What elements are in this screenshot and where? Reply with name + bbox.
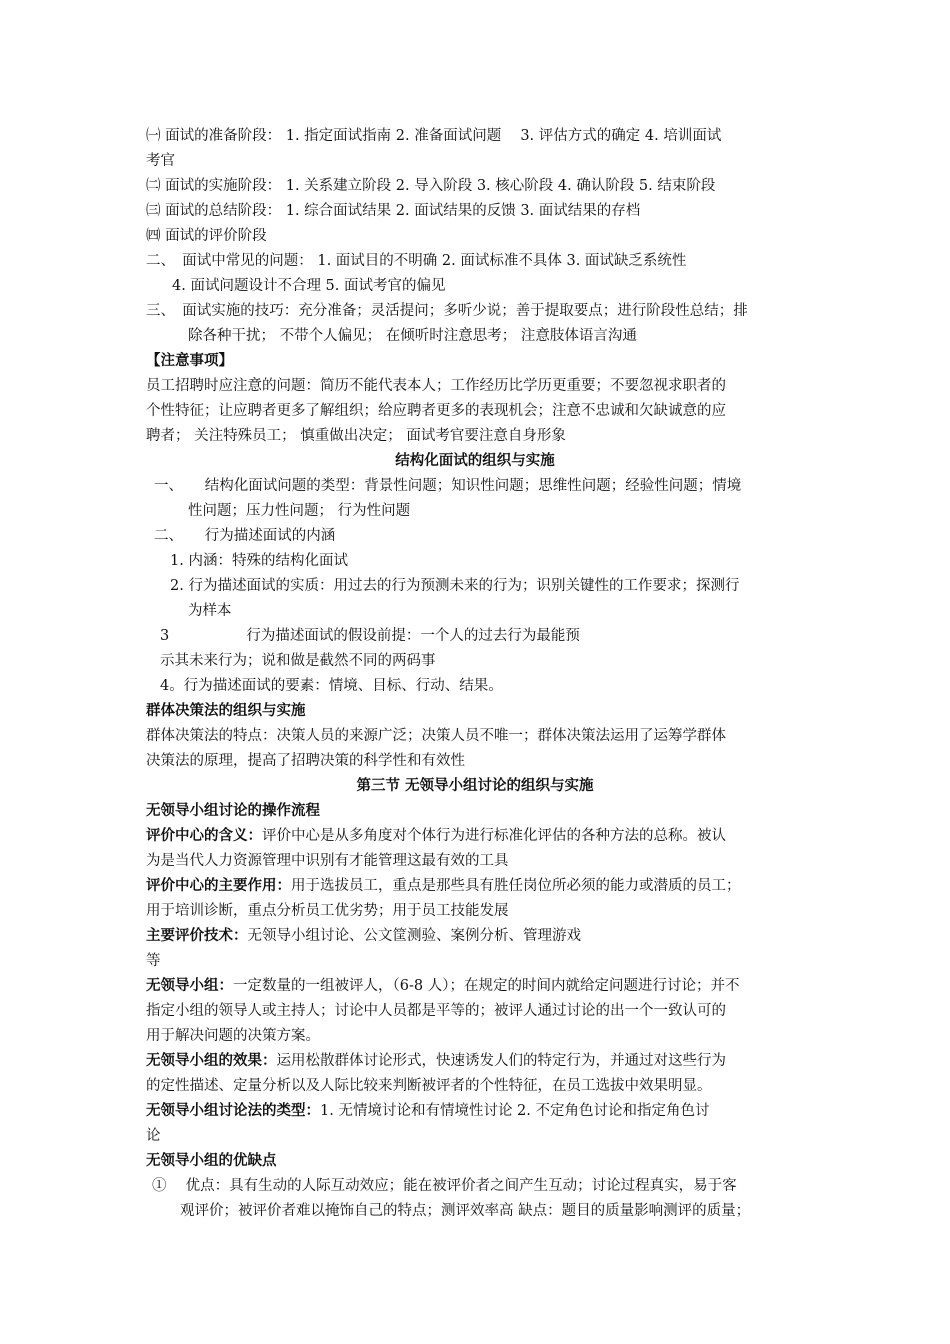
term-label: 无领导小组讨论法的类型：	[146, 1103, 320, 1119]
text-line: 二、 面试中常见的问题： 1. 面试目的不明确 2. 面试标准不具体 3. 面试缺乏系统性	[146, 253, 687, 269]
term-label: 无领导小组：	[146, 978, 233, 994]
text-line	[146, 924, 581, 949]
text-line: 除各种干扰； 不带个人偏见； 在倾听时注意思考； 注意肢体语言沟通	[188, 328, 637, 344]
text-line: 4. 面试问题设计不合理 5. 面试考官的偏见	[172, 278, 446, 294]
text-line: 决策法的原理，提高了招聘决策的科学性和有效性	[146, 753, 465, 769]
term-text: 无领导小组讨论、公文筐测验、案例分析、管理游戏	[247, 928, 581, 944]
text-line: 用于培训诊断，重点分析员工优劣势；用于员工技能发展	[146, 903, 509, 919]
text-line: 3 行为描述面试的假设前提：一个人的过去行为最能预	[160, 628, 580, 644]
text-line: 的定性描述、定量分析以及人际比较来判断被评者的个性特征，在员工选拔中效果明显。	[146, 1078, 712, 1094]
text-line: 1. 内涵：特殊的结构化面试	[170, 553, 348, 569]
section-heading: 无领导小组讨论的操作流程	[146, 803, 320, 819]
text-line: 群体决策法的特点：决策人员的来源广泛；决策人员不唯一；群体决策法运用了运筹学群体	[146, 728, 726, 744]
text-line: 聘者； 关注特殊员工； 慎重做出决定； 面试考官要注意自身形象	[146, 428, 566, 444]
text-line: ㈠ 面试的准备阶段： 1. 指定面试指南 2. 准备面试问题 3. 评估方式的确定 4. 培训面试	[146, 128, 722, 144]
text-line: 三、 面试实施的技巧：充分准备；灵活提问；多听少说；善于提取要点；进行阶段性总结；排	[146, 303, 748, 319]
text-line: 2. 行为描述面试的实质：用过去的行为预测未来的行为；识别关键性的工作要求；探测行	[170, 578, 740, 594]
text-line	[146, 974, 739, 999]
term-label: 无领导小组的效果：	[146, 1053, 277, 1069]
term-text: 1. 无情境讨论和有情境性讨论 2. 不定角色讨论和指定角色讨	[320, 1103, 710, 1119]
text-line: ㈣ 面试的评价阶段	[146, 228, 267, 244]
term-label: 评价中心的主要作用：	[146, 878, 291, 894]
text-line: ㈢ 面试的总结阶段： 1. 综合面试结果 2. 面试结果的反馈 3. 面试结果的存档	[146, 203, 641, 219]
text-line: 为样本	[188, 603, 232, 619]
text-line: 员工招聘时应注意的问题：简历不能代表本人；工作经历比学历更重要；不要忽视求职者的	[146, 378, 726, 394]
text-line: 个性特征；让应聘者更多了解组织；给应聘者更多的表现机会；注意不忠诚和欠缺诚意的应	[146, 403, 726, 419]
term-label: 评价中心的含义：	[146, 828, 262, 844]
text-line: 观评价；被评价者难以掩饰自己的特点；测评效率高 缺点：题目的质量影响测评的质量；	[180, 1203, 751, 1219]
term-text: 运用松散群体讨论形式，快速诱发人们的特定行为，并通过对这些行为	[276, 1053, 726, 1069]
text-line: 用于解决问题的决策方案。	[146, 1028, 320, 1044]
section-heading: 无领导小组的优缺点	[146, 1153, 277, 1169]
text-line: ① 优点：具有生动的人际互动效应；能在被评价者之间产生互动；讨论过程真实，易于客	[152, 1178, 737, 1194]
section-title: 第三节 无领导小组讨论的组织与实施	[356, 778, 594, 794]
term-text: 一定数量的一组被评人，（6-8 人）；在规定的时间内就给定问题进行讨论；并不	[233, 978, 740, 994]
section-title: 结构化面试的组织与实施	[395, 453, 555, 469]
text-line: 论	[146, 1128, 161, 1144]
text-line: ㈡ 面试的实施阶段： 1. 关系建立阶段 2. 导入阶段 3. 核心阶段 4. 确认阶段 5. 结束阶段	[146, 178, 716, 194]
text-line: 考官	[146, 153, 175, 169]
text-line: 性问题；压力性问题； 行为性问题	[188, 503, 411, 519]
term-text: 评价中心是从多角度对个体行为进行标准化评估的各种方法的总称。被认	[262, 828, 726, 844]
text-line	[146, 824, 726, 849]
text-line: 二、 行为描述面试的内涵	[154, 528, 336, 544]
text-line	[146, 1099, 710, 1124]
term-label: 主要评价技术：	[146, 928, 248, 944]
text-line	[146, 874, 741, 899]
text-line: 指定小组的领导人或主持人；讨论中人员都是平等的；被评人通过讨论的出一个一致认可的	[146, 1003, 726, 1019]
text-line: 4。行为描述面试的要素：情境、目标、行动、结果。	[160, 678, 503, 694]
text-line: 等	[146, 953, 161, 969]
text-line: 为是当代人力资源管理中识别有才能管理这最有效的工具	[146, 853, 509, 869]
section-heading: 【注意事项】	[146, 353, 233, 369]
text-line: 一、 结构化面试问题的类型：背景性问题；知识性问题；思维性问题；经验性问题；情境	[154, 478, 742, 494]
text-line: 示其未来行为；说和做是截然不同的两码事	[160, 653, 436, 669]
term-text: 用于选拔员工，重点是那些具有胜任岗位所必须的能力或潜质的员工；	[291, 878, 741, 894]
text-line	[146, 1049, 726, 1074]
section-heading: 群体决策法的组织与实施	[146, 703, 306, 719]
